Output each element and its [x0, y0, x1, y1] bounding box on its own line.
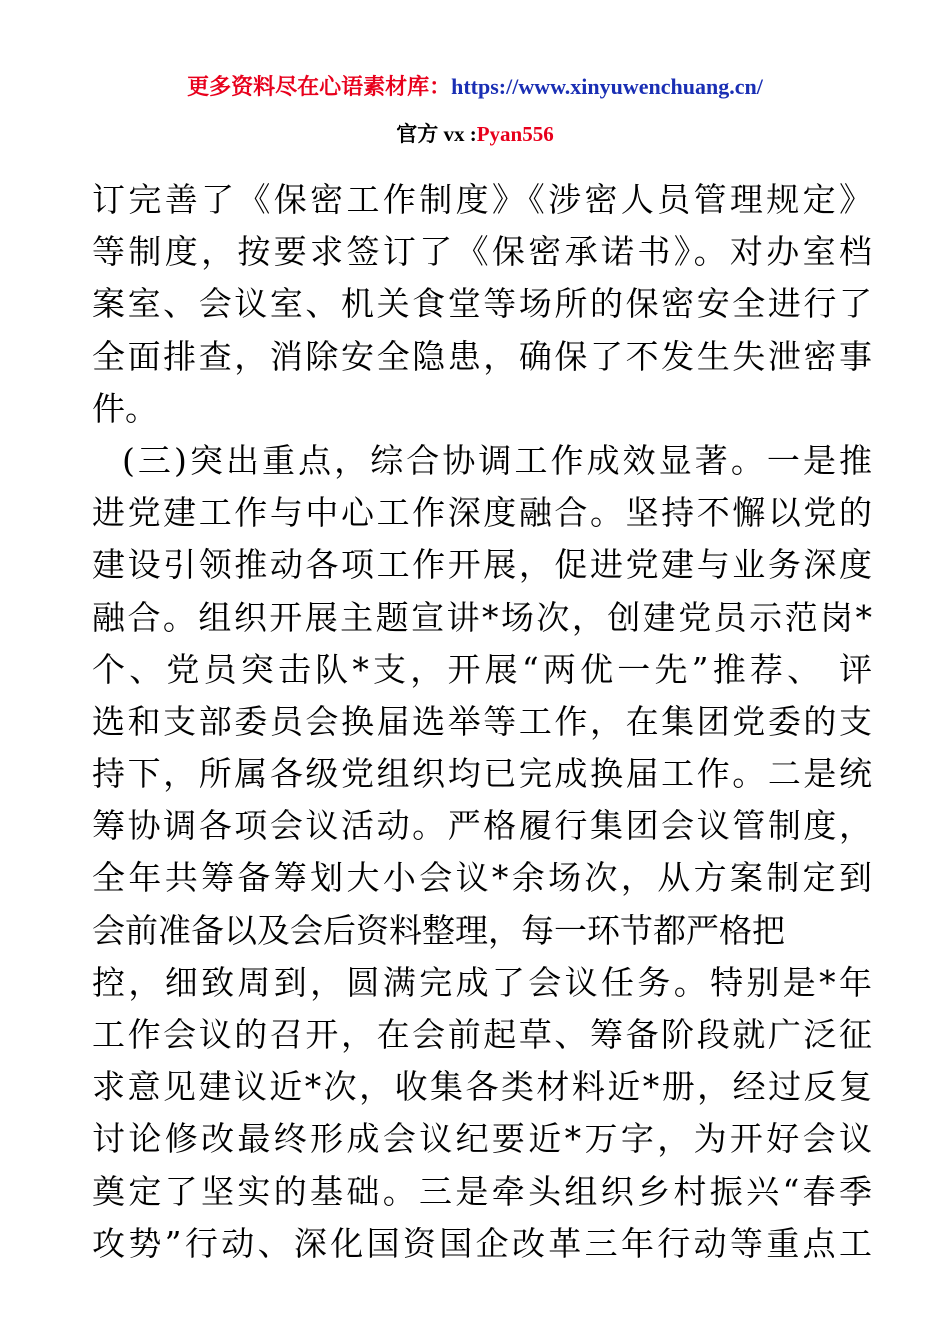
text-line: 等制度，按要求签订了《保密承诺书》。对办室档: [92, 232, 872, 272]
text-line: 选和支部委员会换届选举等工作，在集团党委的支: [92, 701, 872, 741]
text-line: 求意见建议近*次，收集各类材料近*册，经过反复: [92, 1067, 872, 1107]
text-line: 件。: [92, 388, 158, 428]
text-line: 攻势”行动、深化国资国企改革三年行动等重点工: [92, 1223, 872, 1263]
text-line: 建设引领推动各项工作开展，促进党建与业务深度: [92, 545, 872, 585]
text-line: 融合。组织开展主题宣讲*场次，创建党员示范岗*: [92, 597, 872, 637]
text-line: 讨论修改最终形成会议纪要近*万字，为开好会议: [92, 1119, 872, 1159]
text-line: 会前准备以及会后资料整理，每一环节都严格把: [92, 910, 785, 950]
promo-text: 更多资料尽在心语素材库：: [187, 74, 452, 99]
section-heading-line: (三)突出重点，综合协调工作成效显著。一是推: [122, 440, 872, 480]
text-line: 个、党员突击队*支，开展“两优一先”推荐、 评: [92, 649, 872, 689]
promo-url-link[interactable]: https://www.xinyuwenchuang.cn/: [451, 74, 763, 99]
text-line: 全面排查，消除安全隐患，确保了不发生失泄密事: [92, 336, 872, 376]
text-line: 全年共筹备筹划大小会议*余场次，从方案制定到: [92, 858, 872, 898]
text-line: 工作会议的召开，在会前起草、筹备阶段就广泛征: [92, 1015, 872, 1054]
text-line: 持下，所属各级党组织均已完成换届工作。二是统: [92, 754, 872, 794]
text-line: 筹协调各项会议活动。严格履行集团会议管制度，: [92, 806, 872, 846]
text-line: 案室、会议室、机关食堂等场所的保密安全进行了: [92, 284, 872, 324]
promo-header: [0, 70, 950, 101]
text-line: 奠定了坚实的基础。三是牵头组织乡村振兴“春季: [92, 1171, 872, 1211]
text-line: 进党建工作与中心工作深度融合。坚持不懈以党的: [92, 493, 872, 533]
contact-label: 官方 vx :: [396, 122, 477, 146]
text-line: 控，细致周到，圆满完成了会议任务。特别是*年: [92, 962, 872, 1002]
contact-header: [0, 118, 950, 148]
document-body: [92, 174, 872, 1270]
contact-id: Pyan556: [476, 122, 554, 146]
text-line: 订完善了《保密工作制度》《涉密人员管理规定》: [92, 180, 872, 219]
